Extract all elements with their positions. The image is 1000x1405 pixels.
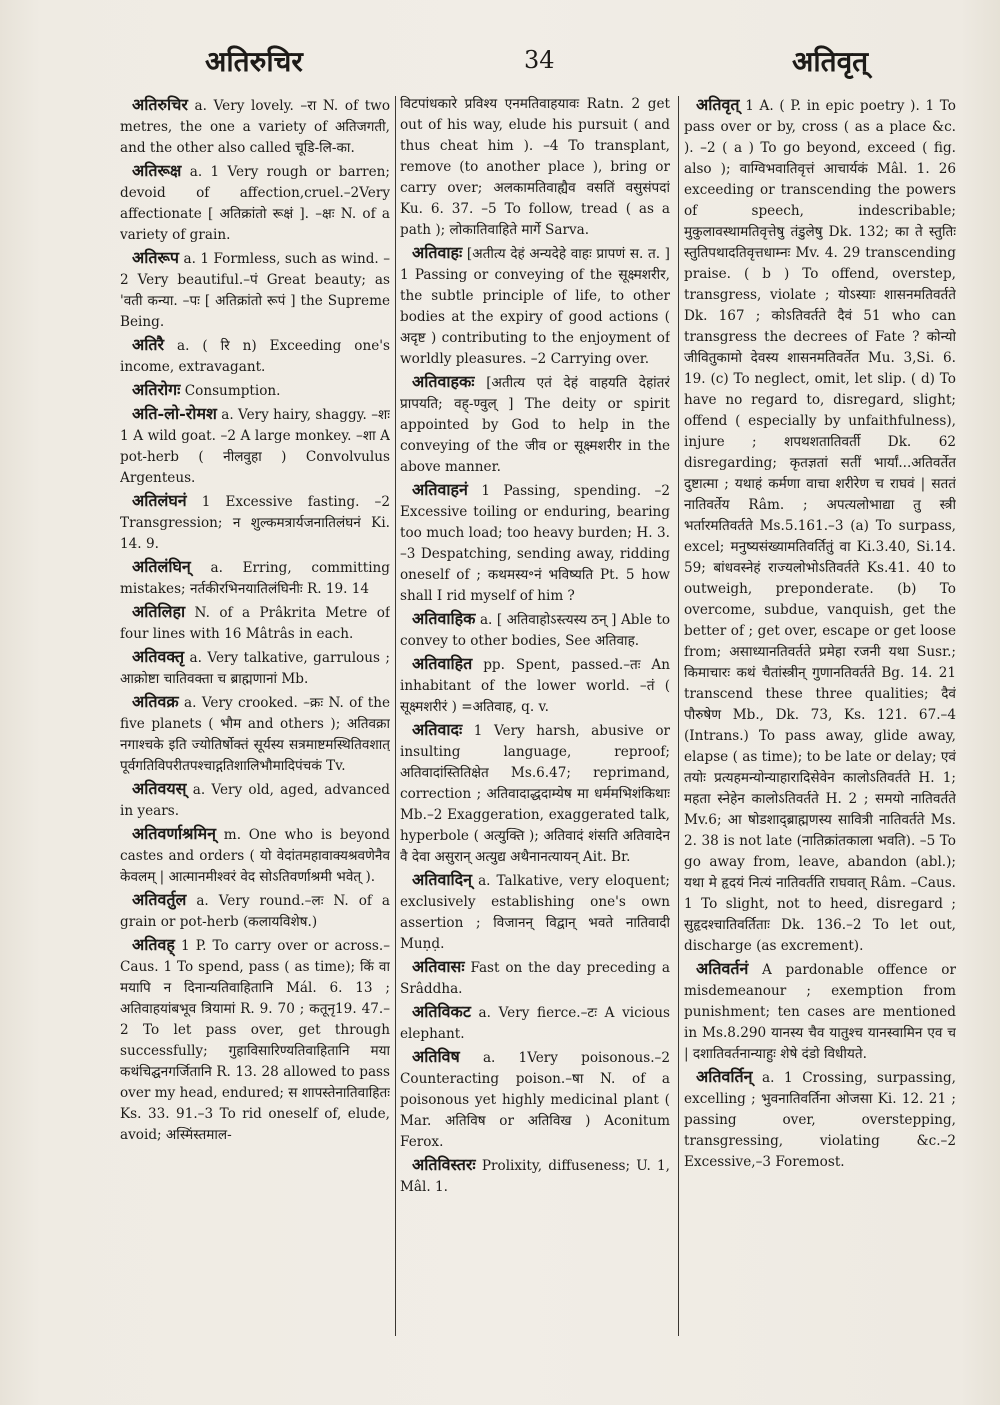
entry-headword: अतिलंघिन् xyxy=(132,557,191,576)
entry-headword: अतिवाहित xyxy=(412,654,473,673)
entry-definition: a. Very round.–लः N. of a grain or pot-herb (कलायविशेष.) xyxy=(120,893,390,930)
column-rule xyxy=(395,96,396,1336)
entry-headword: अतिवह् xyxy=(132,935,175,954)
entry-definition: विटपांधकारे प्रविश्य एनमतिवाहयावः Ratn. 2 get out of his way, elude his pursuit ( and thus cheat him ). –4 To transplant, remove (to another place ), bring or carry over; अलकामतिवाह्यैव वसतिं वसुसंपदां Ku. 6. 37. –5 To follow, tread ( as a path ); लोकातिवाहिते मार्गे Sarva. xyxy=(400,96,670,238)
dictionary-entry xyxy=(684,1066,956,1173)
entry-definition: pp. Spent, passed.–तः An inhabitant of the lower world. –तं ( सूक्ष्मशरीरं ) =अतिवाह, q. v. xyxy=(400,657,670,715)
dictionary-entry xyxy=(400,371,670,478)
entry-definition: 1 Very harsh, abusive or insulting language, reproof; अतिवादांस्तितिक्षेत Ms.6.47; reprimand, correction ; अतिवादाद्धदाम्येष मा धर्ममभिशंकिथाः Mb.–2 Exaggeration, exaggerated talk, hyperbole ( अत्युक्ति ); अतिवादं शंसति अतिवादेन वै देवा असुरान् अत्युद्य अथैनानत्यायन् Ait. Br. xyxy=(400,723,670,865)
column-3 xyxy=(684,94,956,1374)
dictionary-entry xyxy=(120,889,390,933)
entry-headword: अतिवाहः xyxy=(412,243,463,262)
entry-definition: A pardonable offence or misdemeanour ; exemption from punishment; ten cases are mentioned in Ms.8.290 यानस्य चैव यातुश्च यानस्वामिन एव च | दशातिवर्तनान्याहुः शेषे दंडो विधीयते. xyxy=(684,962,956,1062)
dictionary-entry xyxy=(120,691,390,777)
dictionary-entry xyxy=(400,956,670,1000)
header-left-headword: अतिरुचिर xyxy=(205,45,303,78)
entry-definition: a. Very crooked. –क्रः N. of the five planets ( भौम and others ); अतिवक्रा नगाश्चके इति ज्योतिर्षोक्तं सूर्यस्य सत्रमाष्टमस्थितिवशात् पूर्वगतिविपरीतपश्चाद्गतिशालिभौमादिपंचकं Tv. xyxy=(120,695,390,774)
entry-headword: अतिवक्तृ xyxy=(132,647,185,666)
entry-headword: अतिरोगः xyxy=(132,380,181,399)
dictionary-entry xyxy=(400,869,670,955)
dictionary-entry xyxy=(400,653,670,718)
entry-headword: अतिलिहा xyxy=(132,602,186,621)
dictionary-entry xyxy=(120,160,390,246)
entry-headword: अतिवर्तिन् xyxy=(696,1067,753,1086)
entry-definition: N. of a Prâkrita Metre of four lines with 16 Mâtrâs in each. xyxy=(120,605,390,642)
entry-definition: a. Talkative, very eloquent; exclusively establishing one's own assertion ; विजानन् विद्वान् भवते नातिवादी Muṇḍ. xyxy=(400,873,670,952)
dictionary-entry xyxy=(400,1001,670,1045)
entry-definition: a. 1 Very rough or barren; devoid of affection,cruel.–2Very affectionate [ अतिक्रांतो रूक्षं ]. –क्षः N. of a variety of grain. xyxy=(120,164,390,243)
dictionary-entry xyxy=(120,823,390,888)
entry-definition: a. Very fierce.–टः A vicious elephant. xyxy=(400,1005,670,1042)
dictionary-entry xyxy=(120,778,390,822)
entry-headword: अतिरै xyxy=(132,335,165,354)
entry-definition: Consumption. xyxy=(180,383,281,399)
column-1 xyxy=(120,94,390,1374)
dictionary-entry xyxy=(400,719,670,868)
entry-headword: अतिवर्णाश्रमिन् xyxy=(132,824,217,843)
dictionary-entry xyxy=(400,94,670,241)
entry-headword: अतिवर्तुल xyxy=(132,890,187,909)
entry-headword: अतिलंघनं xyxy=(132,491,187,510)
dictionary-entry xyxy=(120,646,390,690)
dictionary-entry xyxy=(120,490,390,555)
dictionary-entry xyxy=(684,94,956,957)
dictionary-entry xyxy=(120,403,390,489)
entry-definition: a. Erring, committing mistakes; नर्तकीरभिनयातिलंघिनीः R. 19. 14 xyxy=(120,560,390,597)
dictionary-entry xyxy=(120,379,390,402)
entry-definition: [अतीत्य देहं अन्यदेहे वाहः प्रापणं स. त. ] 1 Passing or conveying of the सूक्ष्मशरीर, the subtle principle of life, to other bodies at the expiry of good actions ( अदृष्ट ) contributing to the enjoyment of worldly pleasures. –2 Carrying over. xyxy=(400,246,670,367)
dictionary-entry xyxy=(120,601,390,645)
entry-definition: 1 Passing, spending. –2 Excessive toiling or enduring, bearing too much load; too heavy burden; H. 3. –3 Despatching, sending away, ridding oneself of ; कथमस्य॰नं भविष्यति Pt. 5 how shall I rid myself of him ? xyxy=(400,483,670,604)
entry-definition: a. ( रि n) Exceeding one's income, extravagant. xyxy=(120,338,390,375)
entry-headword: अतिवाहनं xyxy=(412,480,468,499)
entry-definition: 1 A. ( P. in epic poetry ). 1 To pass over or by, cross ( as a place &c. ). –2 ( a ) To go beyond, exceed ( fig. also ); वाग्विभवातिवृत्तं आचार्यकं Mâl. 1. 26 exceeding or transcending the powers of speech, indescribable; मुकुलावस्थामतिवृत्तेषु तंडुलेषु Dk. 132; का ते स्तुतिः स्तुतिपथादतिवृत्तधाम्नः Mv. 4. 29 transcending praise. ( b ) To offend, overstep, transgress, violate ; योऽस्याः शासनमतिवर्तते Dk. 167 ; कोऽतिवर्तते दैवं 51 who can transgress the decrees of Fate ? कोन्यो जीवितुकामो देवस्य शासनमतिवर्तेत Mu. 3,Si. 6. 19. (c) To neglect, omit, let slip. ( d) To have no regard to, disregard, slight; offend ( especially by unfaithfulness), injure ; शपथशतातिवर्ती Dk. 62 disregarding; कृतज्ञतां सतीं भार्यां...अतिवर्तेत दुष्टात्मा ; यथाहं कर्मणा वाचा शरीरेण च राघवं | सततं नातिवर्तेय Râm. ; अपत्यलोभाद्या तु स्त्री भर्तारमतिवर्तते Ms.5.161.–3 (a) To surpass, excel; मनुष्यसंख्यामतिवर्तितुं वा Ki.3.40, Si.14. 59; बांधवस्नेहं राज्यलोभोऽतिवर्तते Ks.41. 40 to outweigh, preponderate. (b) To overcome, subdue, vanquish, get the better of ; get over, escape or get loose from; असाध्यानतिवर्तते प्रमेहा रजनी यथा Susr.; किमाचारः कथं चैतांस्त्रीन् गुणानतिवर्तते Bg. 14. 21 transcend these three qualities; दैवं पौरुषेण Mb., Dk. 73, Ks. 121. 67.–4 (Intrans.) To pass away, glide away, elapse ( as time); to be late or delay; एवं तयोः प्रत्यहमन्योन्याहारादिसेवेन कालोऽतिवर्तते H. 1; महता स्नेहेन कालोऽतिवर्तते H. 2 ; समयो नातिवर्तते Mv.6; आ षोडशाद्ब्राह्मणस्य सावित्री नातिवर्तते Ms. 2. 38 is not late (नातिक्रांतकाला भवति). –5 To go away from, leave, abandon (abl.); यथा मे हृदयं नित्यं नातिवर्तति राघवात् Râm. –Caus. 1 To slight, not to heed, disregard ; सुहृदश्चातिवर्तिताः Dk. 136.–2 To let out, discharge (as excrement). xyxy=(684,98,956,954)
entry-definition: [अतीत्य एतं देहं वाहयति देहांतरं प्रापयति; वह्-ण्वुल् ] The deity or spirit appointed by God to help in the conveying of the जीव or सूक्ष्मशरीर in the above manner. xyxy=(400,375,670,475)
dictionary-entry xyxy=(400,1046,670,1153)
entry-headword: अतिविष xyxy=(412,1047,460,1066)
dictionary-entry xyxy=(120,334,390,378)
entry-definition: a. Very talkative, garrulous ; आक्रोष्टा चातिवक्ता च ब्राह्मणानां Mb. xyxy=(120,650,390,687)
entry-definition: a. [ अतिवाहोऽस्त्यस्य ठन् ] Able to convey to other bodies, See अतिवाह. xyxy=(400,612,670,649)
entry-headword: अतिवाहकः xyxy=(412,372,475,391)
page-number: 34 xyxy=(524,46,555,74)
entry-definition: Fast on the day preceding a Srâddha. xyxy=(400,960,670,997)
entry-headword: अतिवक्र xyxy=(132,692,179,711)
entry-definition: a. 1 Crossing, surpassing, excelling ; भुवनातिवर्तिना ओजसा Ki. 12. 21 ; passing over, overstepping, transgressing, violating &c.–2 Excessive,–3 Foremost. xyxy=(684,1070,956,1170)
entry-headword: अतिरुचिर xyxy=(132,95,188,114)
header-right-headword: अतिवृत् xyxy=(792,45,869,78)
entry-headword: अतिवासः xyxy=(412,957,465,976)
dictionary-entry xyxy=(400,608,670,652)
column-rule xyxy=(678,96,679,1336)
dictionary-entry xyxy=(400,479,670,607)
dictionary-entry xyxy=(120,94,390,159)
dictionary-entry xyxy=(120,934,390,1146)
dictionary-entry xyxy=(400,242,670,370)
entry-definition: 1 P. To carry over or across.–Caus. 1 To spend, pass ( as time); किं वा मयापि न दिनान्यतिवाहितानि Mál. 6. 13 ; अतिवाहयांबभूव त्रियामां R. 9. 70 ; कतूनृ19. 47.–2 To let pass over, get through successfully; गुहाविसारिण्यतिवाहितानि मया कथंचिद्घनगर्जितानि R. 13. 28 allowed to pass over my head, endured; स शापस्तेनातिवाहितः Ks. 33. 91.–3 To rid oneself of, elude, avoid; अस्मिंस्तमाल- xyxy=(120,938,390,1143)
dictionary-entry xyxy=(120,247,390,333)
entry-headword: अतिवादिन् xyxy=(412,870,473,889)
entry-definition: a. Very old, aged, advanced in years. xyxy=(120,782,390,819)
entry-headword: अतिविकट xyxy=(412,1002,471,1021)
entry-headword: अतिविस्तरः xyxy=(412,1155,476,1174)
entry-headword: अतिवयस् xyxy=(132,779,187,798)
entry-definition: a. Very lovely. –रा N. of two metres, the one a variety of अतिजगती, and the other also called चूडि-लि-का. xyxy=(120,98,390,156)
running-header xyxy=(0,40,1000,90)
entry-headword: अतिवाहिक xyxy=(412,609,476,628)
entry-headword: अति-लो-रोमश xyxy=(132,404,217,423)
entry-definition: a. 1 Formless, such as wind. –2 Very beautiful.–पं Great beauty; as 'वती कन्या. –पः [ अतिक्रांतो रूपं ] the Supreme Being. xyxy=(120,251,390,330)
entry-definition: 1 Excessive fasting. –2 Transgression; न शुल्कमत्रार्यजनातिलंघनं Ki. 14. 9. xyxy=(120,494,390,552)
dictionary-entry xyxy=(120,556,390,600)
entry-headword: अतिरूप xyxy=(132,248,180,267)
entry-headword: अतिवृत् xyxy=(696,95,740,114)
entry-headword: अतिवर्तनं xyxy=(696,959,749,978)
entry-definition: a. 1Very poisonous.–2 Counteracting poison.–षा N. of a poisonous yet highly medicinal plant ( Mar. अतिविष or अतिविख ) Aconitum Ferox. xyxy=(400,1050,670,1150)
entry-headword: अतिवादः xyxy=(412,720,463,739)
entry-definition: a. Very hairy, shaggy. –शः 1 A wild goat. –2 A large monkey. –शा A pot-herb ( नीलवुहा ) Convolvulus Argenteus. xyxy=(120,407,390,486)
dictionary-entry xyxy=(400,1154,670,1198)
dictionary-entry xyxy=(684,958,956,1065)
entry-definition: Prolixity, diffuseness; U. 1, Mâl. 1. xyxy=(400,1158,670,1195)
column-2 xyxy=(400,94,670,1374)
entry-definition: m. One who is beyond castes and orders ( यो वेदांतमहावाक्यश्रवणेनैव केवलम् | आत्मानमीश्वरं वेद सोऽतिवर्णाश्रमी भवेत् ). xyxy=(120,827,390,885)
entry-headword: अतिरूक्ष xyxy=(132,161,182,180)
